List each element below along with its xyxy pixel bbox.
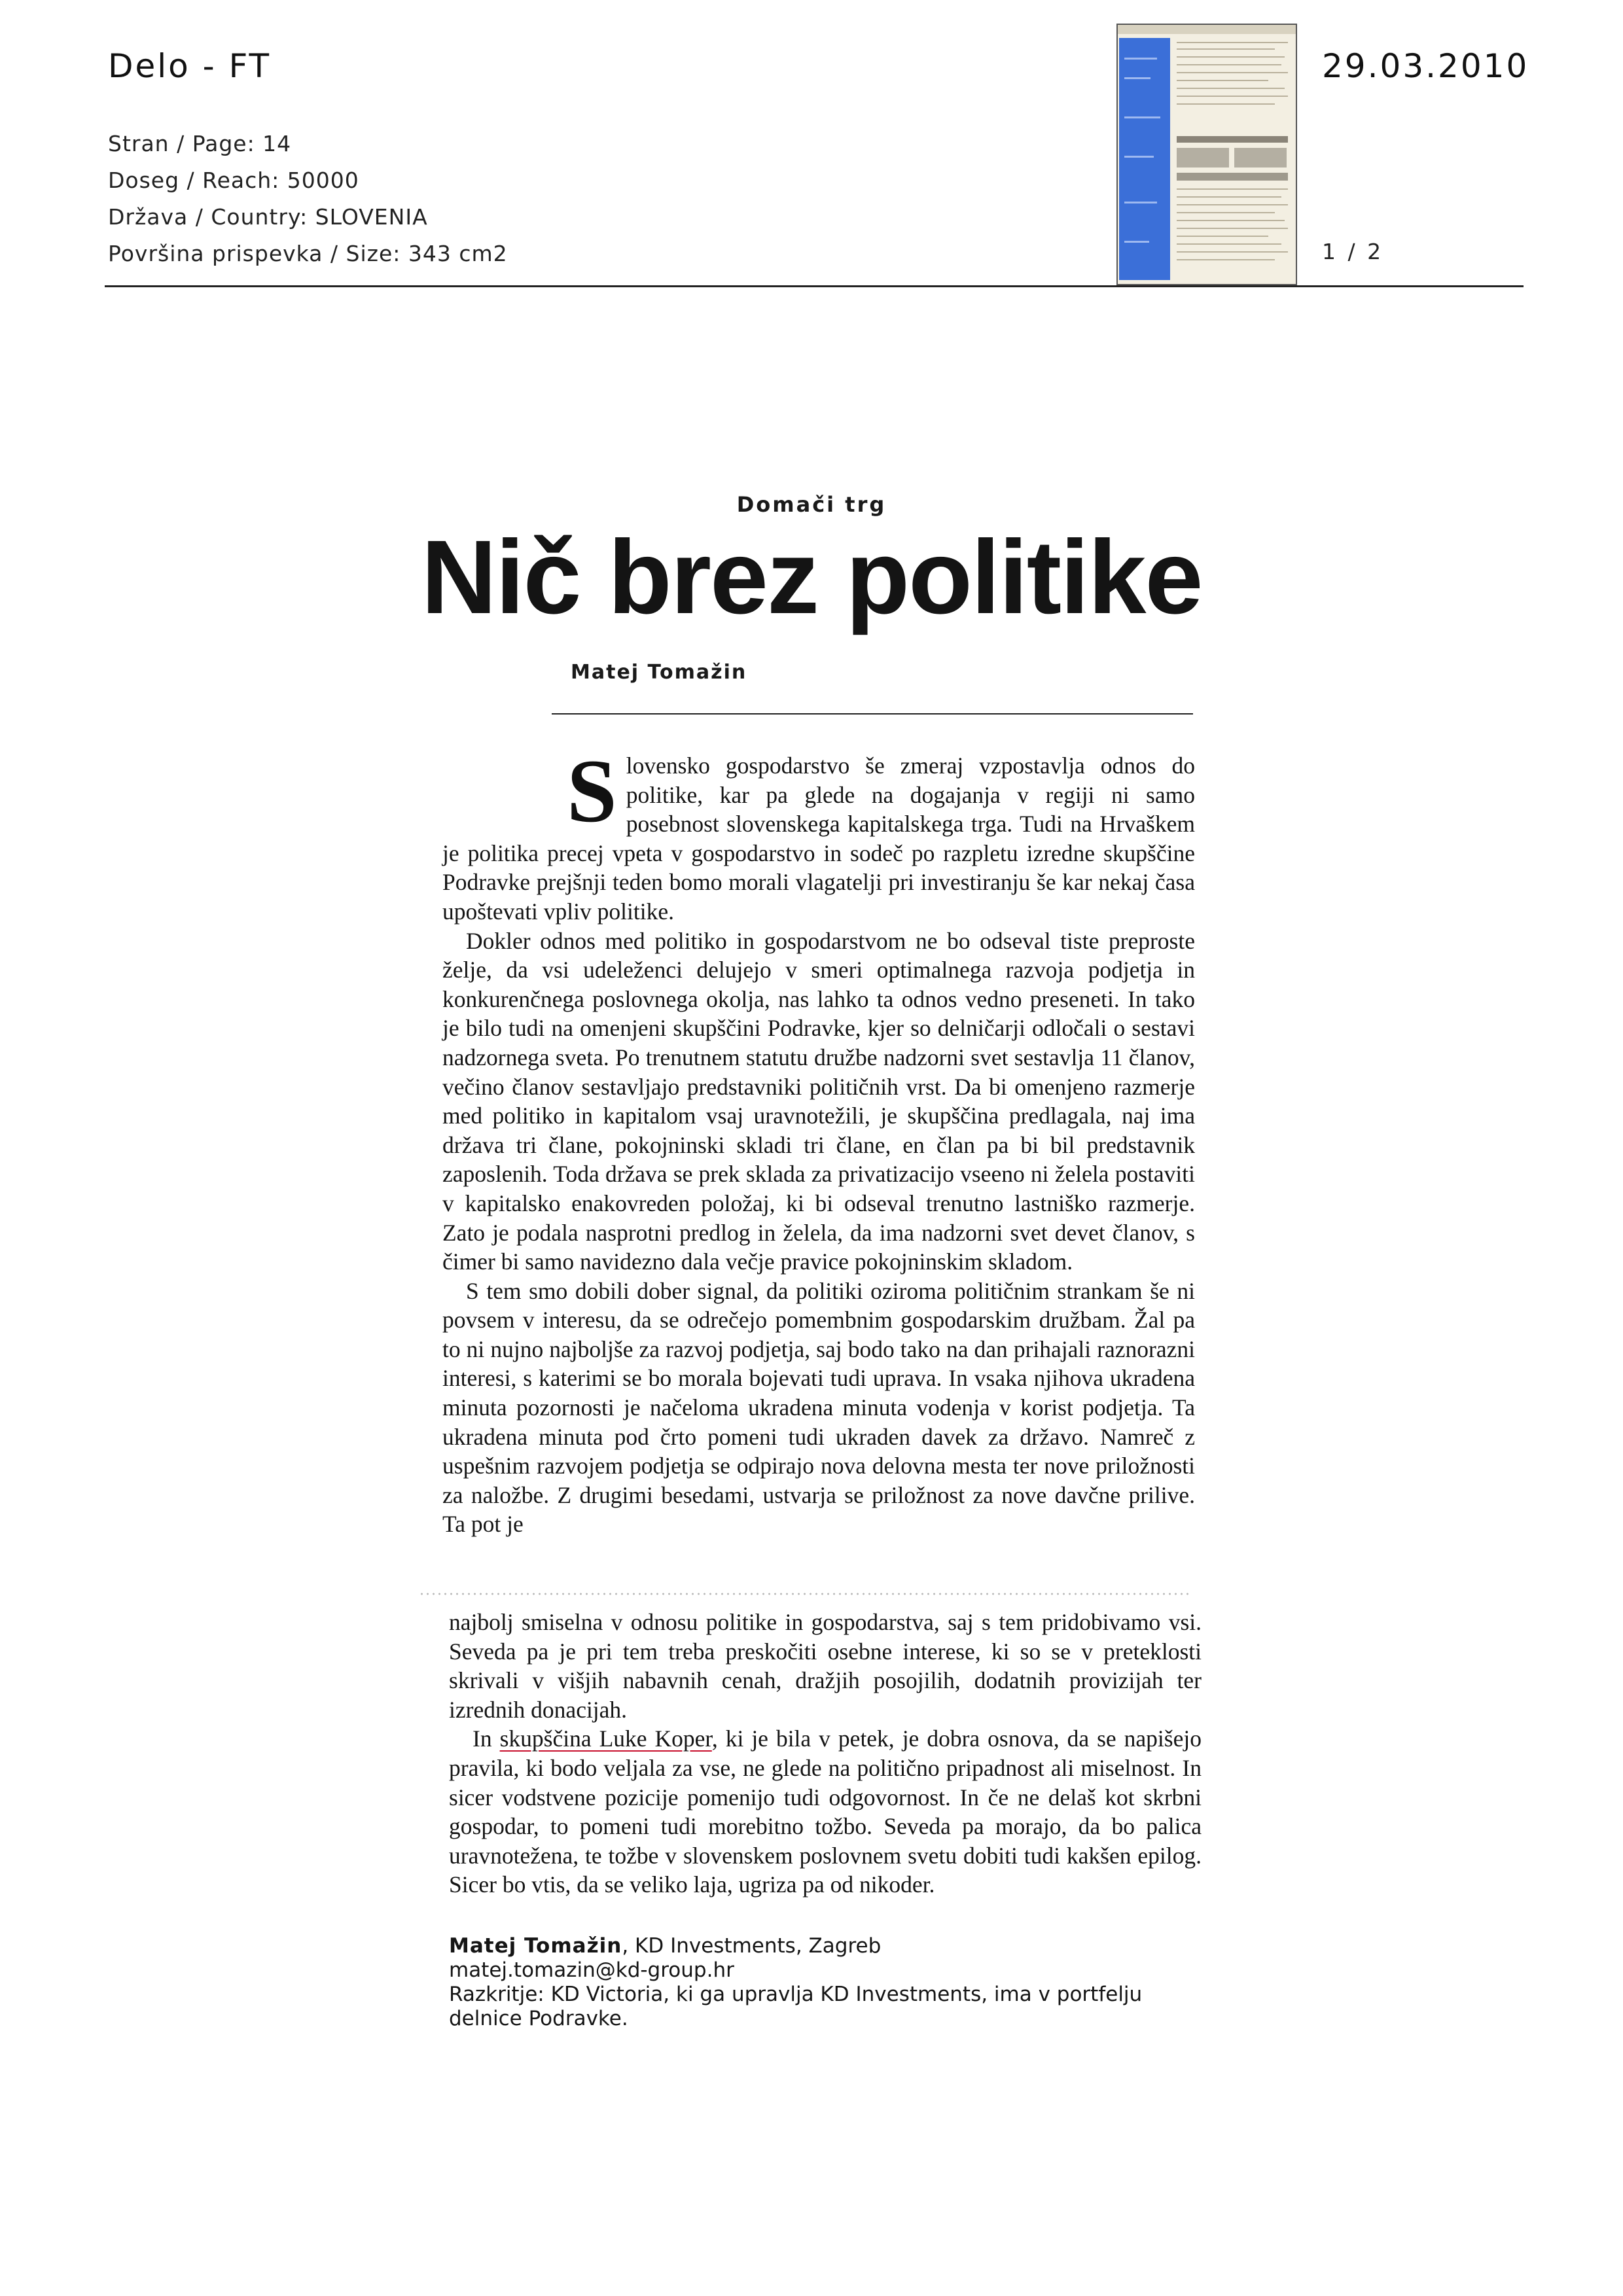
paragraph-3-continued: najbolj smiselna v odnosu politike in gospodarstva, saj s tem pridobivamo vsi. Seveda pa je pri tem treba preskočiti osebne interese, ki so se v preteklosti skrivali v višjih nabavnih cenah, dražjih posojilih, dodatnih provizijah ter izrednih donacijah. xyxy=(449,1609,1202,1723)
page-thumbnail xyxy=(1116,24,1297,285)
reach: Doseg / Reach: 50000 xyxy=(108,168,359,193)
paragraph-3: S tem smo dobili dober signal, da politiki oziroma političnim strankam še ni povsem v interesu, da se odrečejo pomembnim gospodarskim družbam. Žal pa to ni nujno najboljše za razvoj podjetja, saj bodo tako na dan prihajali raznorazni interesi, s katerimi se bo morala bojevati tudi uprava. In vsaka njihova ukradena minuta pozornosti je načeloma ukradena minuta vodenja v korist podjetja. Ta ukradena minuta pod črto pomeni tudi ukraden davek za državo. Namreč z uspešnim razvojem podjetja se odpirajo nova delovna mesta ter nove priložnosti za naložbe. Z drugimi besedami, ustvarja se priložnost za nove davčne prilive. Ta pot je xyxy=(442,1277,1195,1538)
clipping-metadata xyxy=(108,126,508,272)
author-email: matej.tomazin@kd-group.hr xyxy=(449,1958,734,1982)
article-byline: Matej Tomažin xyxy=(571,661,747,684)
article-body-continued xyxy=(449,1608,1202,1899)
scan-artifact xyxy=(419,1591,1191,1597)
paragraph-1 xyxy=(442,741,1195,927)
luka-koper-mention: skupščina Luke Koper xyxy=(499,1725,712,1752)
signature-line xyxy=(449,1934,1221,1958)
drop-cap: S xyxy=(567,741,617,841)
byline-divider xyxy=(552,713,1193,715)
clip-page-count: 1 / 2 xyxy=(1322,239,1384,264)
disclosure: Razkritje: KD Victoria, ki ga upravlja KD Investments, ima v portfelju delnice Podravke. xyxy=(449,1983,1143,2030)
paragraph-1-text: lovensko gospodarstvo še zmeraj vzpostavlja odnos do politike, kar pa glede na dogajanja v regiji ni samo posebnost slovenskega kapitalskega trga. Tudi na Hrvaškem je politika precej vpeta v gospodarstvo in sodeč po razpletu izredne skupščine Podravke prejšnji teden bomo morali vlagatelji pri investiranju še kar nekaj časa upoštevati vpliv politike. xyxy=(442,752,1195,925)
author-name: Matej Tomažin xyxy=(449,1934,622,1958)
paragraph-4: In skupščina Luke Koper, ki je bila v petek, je dobra osnova, da se napišejo pravila, ki bodo veljala za vse, ne glede na politično pripadnost ali miselnost. In sicer vodstvene pozicije pomenijo tudi odgovornost. In če ne delaš kot skrbni gospodar, to pomeni tudi morebitno tožbo. Seveda pa morajo, da bo palica uravnotežena, te tožbe v slovenskem poslovnem svetu dobiti tudi kakšen epilog. Sicer bo vtis, da se veliko laja, ugriza pa od nikoder. xyxy=(449,1725,1202,1898)
page-number: Stran / Page: 14 xyxy=(108,131,292,156)
article-headline: Nič brez politike xyxy=(421,518,1202,635)
header-divider xyxy=(105,285,1524,287)
publication-date: 29.03.2010 xyxy=(1322,47,1529,85)
publication-name: Delo - FT xyxy=(108,47,271,85)
article-body xyxy=(442,741,1195,1539)
article-size: Površina prispevka / Size: 343 cm2 xyxy=(108,241,508,266)
author-affiliation: , KD Investments, Zagreb xyxy=(622,1934,882,1958)
country: Država / Country: SLOVENIA xyxy=(108,204,428,230)
section-kicker: Domači trg xyxy=(736,492,887,517)
paragraph-2: Dokler odnos med politiko in gospodarstvom ne bo odseval tiste preproste želje, da vsi udeleženci delujejo v smeri optimalnega razvoja podjetja in konkurenčnega poslovnega okolja, nas lahko ta odnos vedno preseneti. In tako je bilo tudi na omenjeni skupščini Podravke, kjer so delničarji odločali o sestavi nadzornega sveta. Po trenutnem statutu družbe nadzorni svet sestavlja 11 članov, večino članov sestavljajo predstavniki političnih vrst. Da bi omenjeno razmerje med politiko in kapitalom vsaj uravnotežili, je skupščina predlagala, naj ima država tri člane, pokojninski skladi tri člane, en član pa bi bil predstavnik zaposlenih. Toda država se prek sklada za privatizacijo vseeno ni želela postaviti v kapitalsko enakovreden položaj, ki bi odseval trenutno lastniško razmerje. Zato je podala nasprotni predlog in želela, da ima nadzorni svet devet članov, s čimer bi samo navidezno dala večje pravice pokojninskim skladom. xyxy=(442,927,1195,1275)
author-signature xyxy=(449,1934,1221,2031)
